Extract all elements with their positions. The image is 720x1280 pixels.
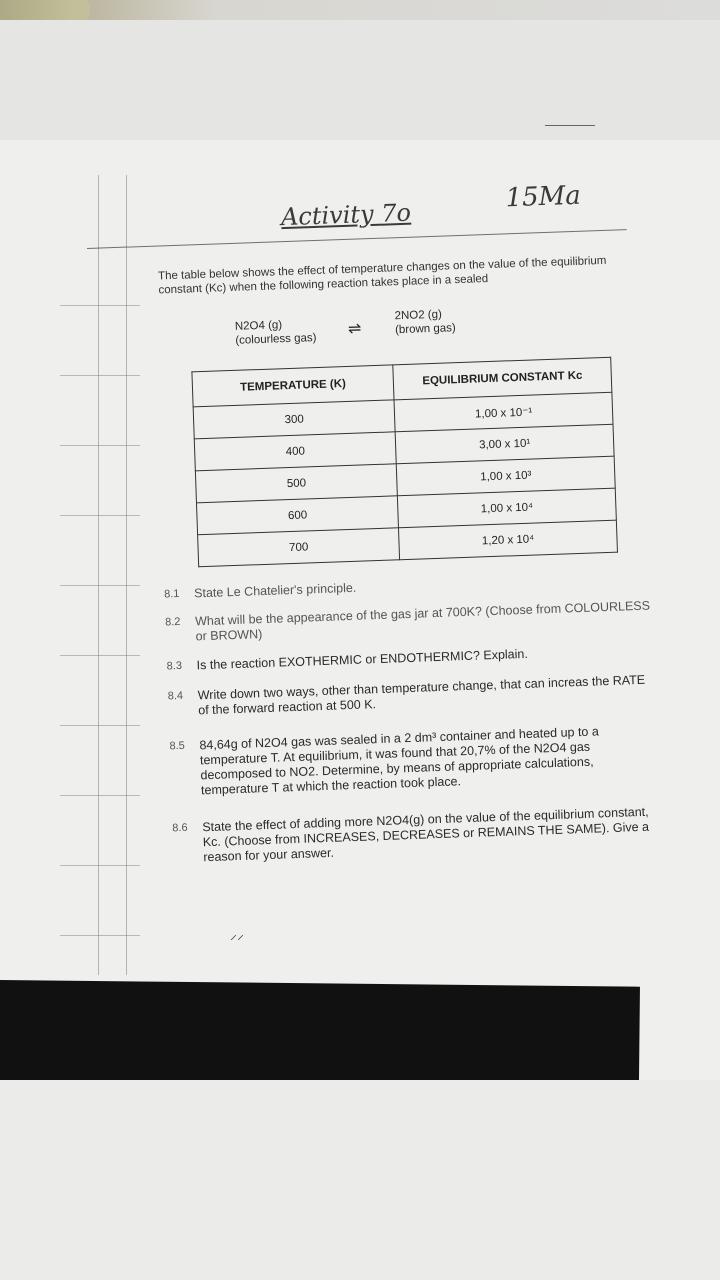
question-text: State Le Chatelier's principle. [193, 580, 357, 601]
question-list [163, 570, 654, 865]
reactant-formula: N2O4 (g) [234, 319, 283, 333]
reactant-note: (colourless gas) [235, 332, 317, 347]
kc-table [191, 357, 618, 568]
question-number: 8.6 [172, 821, 188, 835]
question-number: 8.3 [166, 659, 183, 673]
question-number: 8.2 [164, 615, 181, 629]
equilibrium-arrow: ⇌ [347, 320, 362, 338]
product-formula: 2NO2 (g) [394, 308, 443, 323]
question-text: Is the reaction EXOTHERMIC or ENDOTHERMIC? Explain. [196, 646, 529, 673]
temp-cell: 300 [193, 400, 395, 439]
question-8-1 [163, 570, 654, 601]
lower-paper [0, 1080, 720, 1280]
worksheet [85, 170, 672, 979]
question-8-3 [166, 642, 656, 673]
header-rule [87, 229, 627, 249]
question-8-5 [169, 722, 659, 798]
temp-cell: 500 [195, 464, 397, 503]
pen-scribble: ⸝⸝ [230, 926, 244, 942]
header-temperature: TEMPERATURE (K) [192, 365, 394, 407]
question-text: Write down two ways, other than temperature change, that can increas the RATE of the forward reaction at 500 K. [197, 672, 646, 718]
reactant [235, 317, 317, 348]
temp-cell: 600 [196, 496, 398, 535]
temp-cell: 700 [198, 528, 400, 567]
kc-cell: 1,00 x 10³ [396, 456, 615, 496]
product [394, 307, 456, 337]
kc-cell: 1,00 x 10⁻¹ [394, 392, 613, 432]
header-kc: EQUILIBRIUM CONSTANT Kc [393, 357, 612, 400]
kc-cell: 3,00 x 10¹ [395, 424, 614, 464]
product-note: (brown gas) [394, 322, 456, 337]
question-8-4 [167, 672, 657, 718]
question-8-6 [172, 804, 662, 865]
question-text: 84,64g of N2O4 gas was sealed in a 2 dm³ container and heated up to a temperature T. At equilibrium, it was found that 20,7% of the N2O4 gas decomposed to NO2. Determine, by means of appropriate calculations, temperature T at which the reaction took place. [199, 724, 600, 798]
question-8-2 [164, 598, 655, 644]
total-marks: 15Ma [505, 180, 582, 214]
question-number: 8.5 [169, 739, 185, 753]
question-number: 8.1 [163, 587, 180, 601]
question-text: What will be the appearance of the gas jar at 700K? (Choose from COLOURLESS or BROWN) [194, 598, 651, 644]
intro-text: The table below shows the effect of temperature changes on the value of the equilibrium constant (Kc) when the following reaction takes place in a sealed [157, 254, 607, 297]
question-text: State the effect of adding more N2O4(g) on the value of the equilibrium constant, Kc. (Choose from INCREASES, DECREASES or REMAINS THE SAME). Give a reason for your answer. [202, 804, 650, 865]
question-number: 8.4 [167, 689, 184, 703]
temp-cell: 400 [194, 432, 396, 471]
kc-cell: 1,00 x 10⁴ [397, 488, 616, 528]
activity-title: Activity 7o [280, 198, 412, 232]
kc-cell: 1,20 x 10⁴ [399, 520, 618, 560]
